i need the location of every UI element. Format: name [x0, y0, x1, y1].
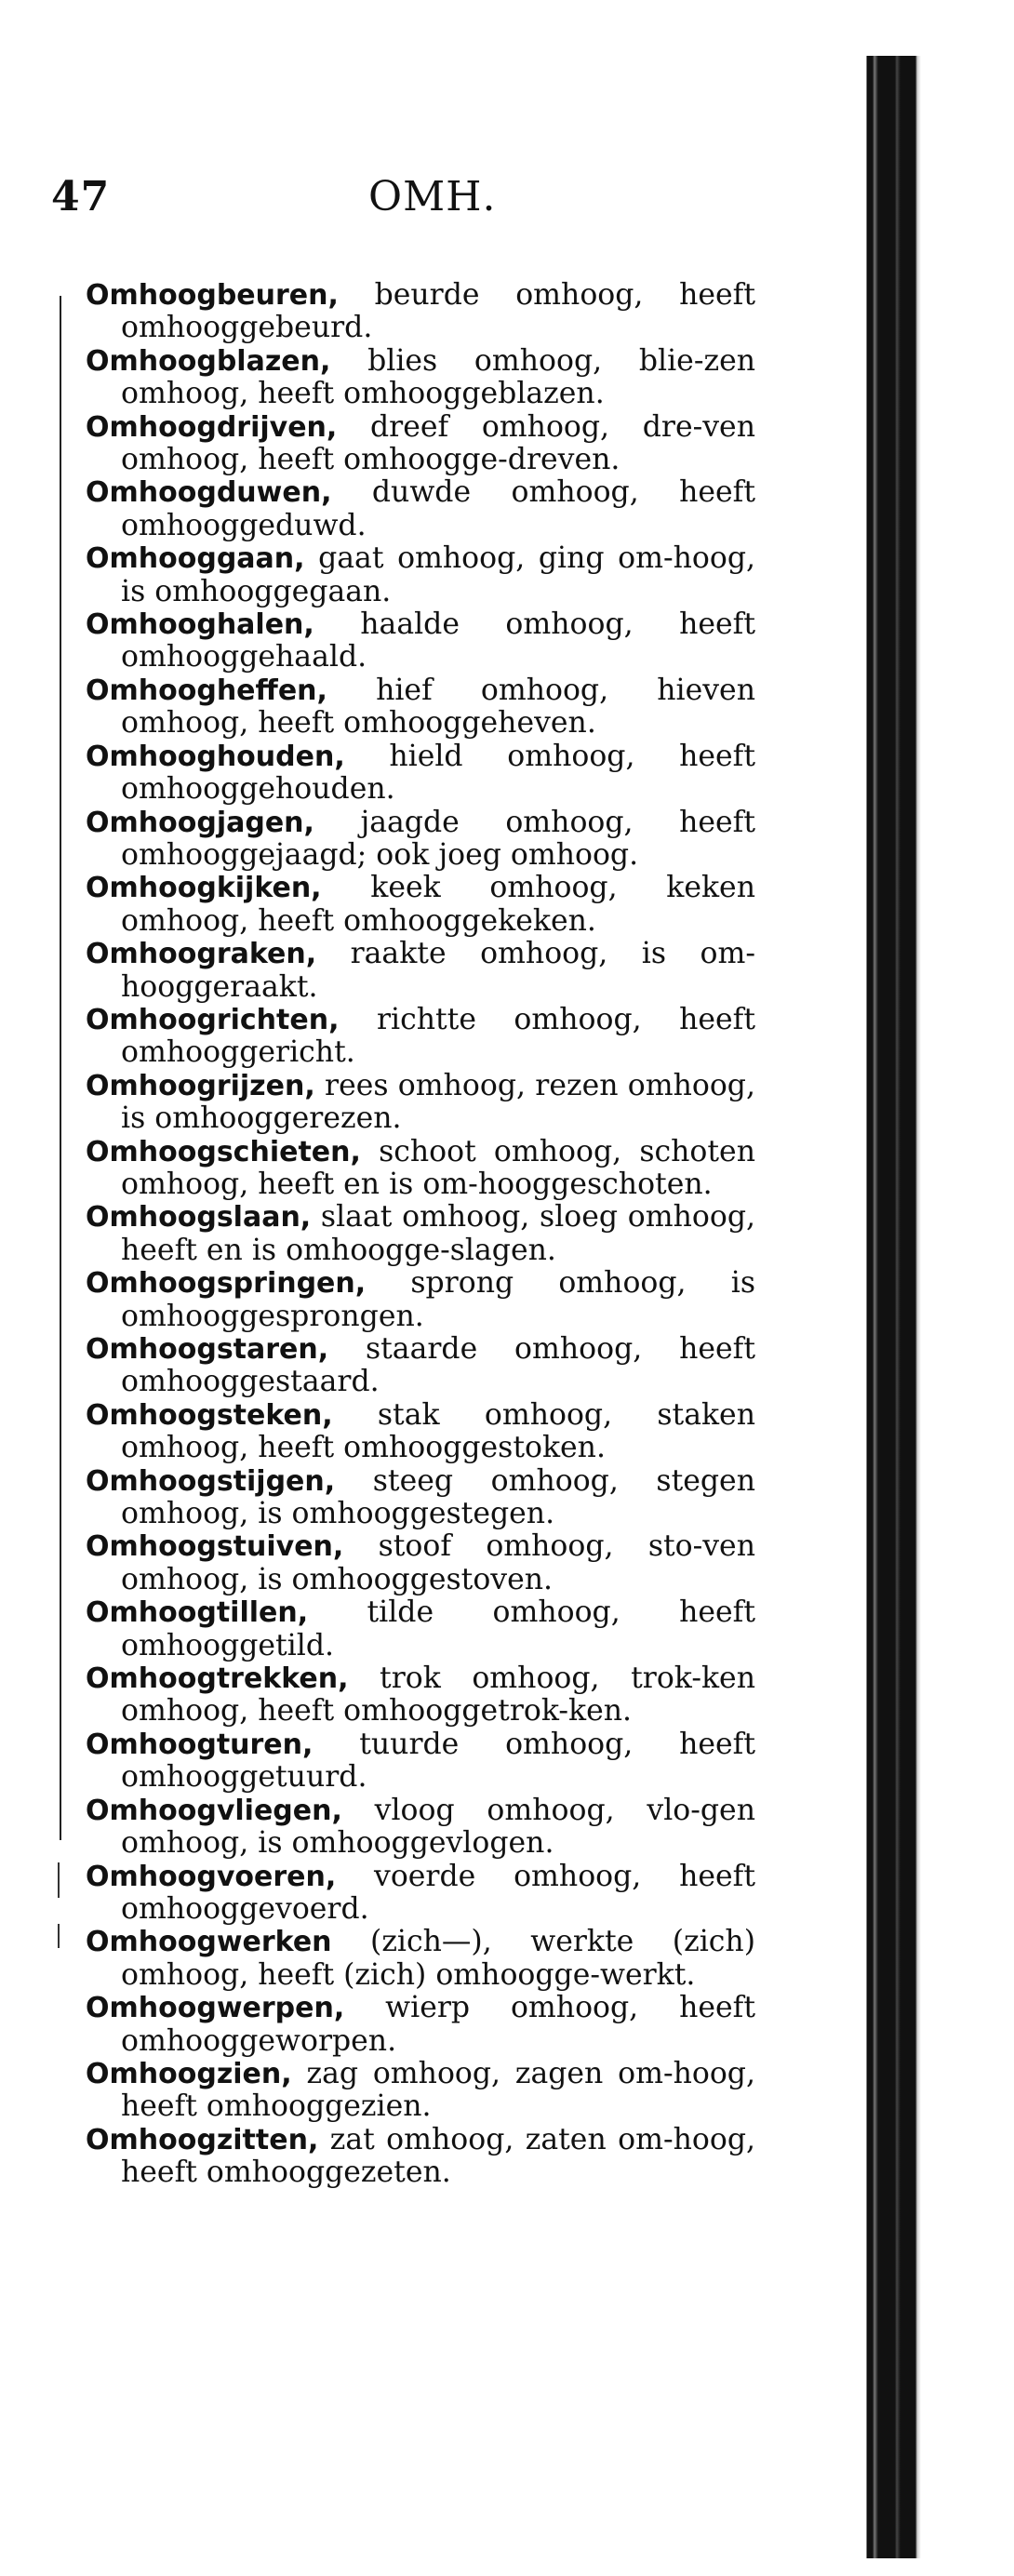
dictionary-entry	[86, 1136, 755, 1202]
entry-headword: Omhoogstijgen,	[86, 1464, 336, 1498]
entry-headword: Omhoogheffen,	[86, 674, 327, 707]
entry-definition: steeg omhoog, stegen omhoog, is omhooggestegen.	[121, 1463, 755, 1531]
entry-headword: Omhoogsteken,	[86, 1398, 333, 1432]
entry-headword: Omhoogturen,	[86, 1728, 314, 1761]
entry-definition: tilde omhoog, heeft omhooggetild.	[121, 1595, 755, 1662]
dictionary-entry	[86, 1465, 755, 1531]
entry-definition: schoot omhoog, schoten omhoog, heeft en is om-hooggeschoten.	[121, 1134, 755, 1201]
dictionary-entry	[86, 2058, 755, 2124]
entry-definition: jaagde omhoog, heeft omhooggejaagd; ook joeg omhoog.	[121, 805, 755, 872]
entry-headword: Omhoogslaan,	[86, 1201, 312, 1235]
dictionary-entry	[86, 1070, 755, 1136]
entry-definition: stoof omhoog, sto-ven omhoog, is omhooggestoven.	[121, 1529, 755, 1596]
entry-headword: Omhoogduwen,	[86, 476, 332, 510]
entry-headword: Omhoogwerken	[86, 1926, 332, 1959]
entry-definition: dreef omhoog, dre-ven omhoog, heeft omhoogge-dreven.	[121, 409, 755, 477]
entry-headword: Omhoogtrekken,	[86, 1662, 349, 1696]
entry-headword: Omhoogbeuren,	[86, 279, 339, 312]
entry-headword: Omhoogspringen,	[86, 1267, 367, 1301]
dictionary-entry	[86, 1267, 755, 1333]
entry-headword: Omhoograken,	[86, 938, 317, 971]
dictionary-entry	[86, 807, 755, 873]
entry-definition: hief omhoog, hieven omhoog, heeft omhooggeheven.	[121, 673, 755, 741]
entry-headword: Omhoogkijken,	[86, 872, 322, 905]
left-margin-rule	[60, 296, 61, 1840]
dictionary-entry	[86, 345, 755, 411]
entry-definition: vloog omhoog, vlo-gen omhoog, is omhooggevlogen.	[121, 1793, 755, 1861]
entry-definition: zag omhoog, zagen om-hoog, heeft omhooggezien.	[121, 2056, 755, 2124]
dictionary-entry	[86, 279, 755, 345]
entry-headword: Omhoogzien,	[86, 2057, 292, 2090]
dictionary-entry	[86, 1926, 755, 1992]
entry-headword: Omhoogwerpen,	[86, 1992, 345, 2025]
entry-definition: sprong omhoog, is omhooggesprongen.	[121, 1266, 755, 1333]
entry-definition: trok omhoog, trok-ken omhoog, heeft omhooggetrok-ken.	[121, 1662, 755, 1728]
entry-headword: Omhoogvliegen,	[86, 1794, 342, 1827]
entry-definition: keek omhoog, keken omhoog, heeft omhooggekeken.	[121, 871, 755, 938]
dictionary-entry	[86, 608, 755, 674]
dictionary-entries	[86, 279, 755, 2190]
entry-headword: Omhoogblazen,	[86, 344, 331, 378]
entry-headword: Omhoogschieten,	[86, 1135, 361, 1168]
entry-definition: rees omhoog, rezen omhoog, is omhooggerezen.	[121, 1068, 755, 1136]
dictionary-entry	[86, 1861, 755, 1927]
dictionary-entry	[86, 542, 755, 608]
dictionary-entry	[86, 1728, 755, 1795]
entry-headword: Omhooghalen,	[86, 608, 314, 642]
entry-headword: Omhoogrijzen,	[86, 1069, 315, 1102]
entry-definition: zat omhoog, zaten om-hoog, heeft omhooggezeten.	[121, 2122, 755, 2190]
entry-definition: richtte omhoog, heeft omhooggericht.	[121, 1002, 755, 1070]
dictionary-entry	[86, 1333, 755, 1399]
dictionary-entry	[86, 476, 755, 542]
dictionary-entry	[86, 2124, 755, 2190]
entry-headword: Omhoogstuiven,	[86, 1530, 344, 1564]
entry-headword: Omhooghouden,	[86, 740, 345, 773]
entry-headword: Omhoogzitten,	[86, 2123, 319, 2156]
entry-definition: haalde omhoog, heeft omhooggehaald.	[121, 607, 755, 674]
dictionary-entry	[86, 1596, 755, 1662]
entry-definition: stak omhoog, staken omhoog, heeft omhooggestoken.	[121, 1397, 755, 1465]
dictionary-entry	[86, 1662, 755, 1728]
entry-definition: duwde omhoog, heeft omhooggeduwd.	[121, 475, 755, 542]
dictionary-entry	[86, 1201, 755, 1267]
left-margin-rule-fragment	[58, 1924, 60, 1948]
entry-definition: hield omhoog, heeft omhooggehouden.	[121, 739, 755, 807]
entry-headword: Omhooggaan,	[86, 542, 305, 576]
entry-definition: raakte omhoog, is om-hooggeraakt.	[121, 937, 755, 1004]
entry-definition: wierp omhoog, heeft omhooggeworpen.	[121, 1991, 755, 2058]
book-spine-edge	[863, 56, 956, 2558]
entry-definition: tuurde omhoog, heeft omhooggetuurd.	[121, 1727, 755, 1795]
entry-headword: Omhoogtillen,	[86, 1596, 309, 1630]
dictionary-entry	[86, 411, 755, 477]
entry-headword: Omhoogstaren,	[86, 1333, 329, 1366]
entry-definition: staarde omhoog, heeft omhooggestaard.	[121, 1332, 755, 1399]
dictionary-entry	[86, 741, 755, 807]
dictionary-entry	[86, 1004, 755, 1070]
entry-headword: Omhoogjagen,	[86, 806, 314, 839]
running-head: OMH.	[368, 173, 497, 220]
dictionary-entry	[86, 1795, 755, 1861]
entry-headword: Omhoogvoeren,	[86, 1860, 337, 1893]
dictionary-entry	[86, 1399, 755, 1465]
dictionary-entry	[86, 872, 755, 938]
entry-definition: gaat omhoog, ging om-hoog, is omhooggegaan.	[121, 541, 755, 608]
entry-headword: Omhoogrichten,	[86, 1003, 340, 1036]
left-margin-rule-fragment	[58, 1862, 60, 1898]
dictionary-entry	[86, 674, 755, 741]
entry-headword: Omhoogdrijven,	[86, 410, 338, 444]
dictionary-entry	[86, 1992, 755, 2058]
dictionary-entry	[86, 1530, 755, 1596]
dictionary-entry	[86, 938, 755, 1004]
entry-definition: beurde omhoog, heeft omhooggebeurd.	[121, 278, 755, 345]
entry-definition: blies omhoog, blie-zen omhoog, heeft omhooggeblazen.	[121, 343, 755, 411]
entry-definition: slaat omhoog, sloeg omhoog, heeft en is omhoogge-slagen.	[121, 1200, 755, 1267]
entry-definition: (zich—), werkte (zich) omhoog, heeft (zich) omhoogge-werkt.	[121, 1925, 755, 1992]
page-number: 47	[51, 173, 111, 220]
entry-definition: voerde omhoog, heeft omhooggevoerd.	[121, 1859, 755, 1926]
